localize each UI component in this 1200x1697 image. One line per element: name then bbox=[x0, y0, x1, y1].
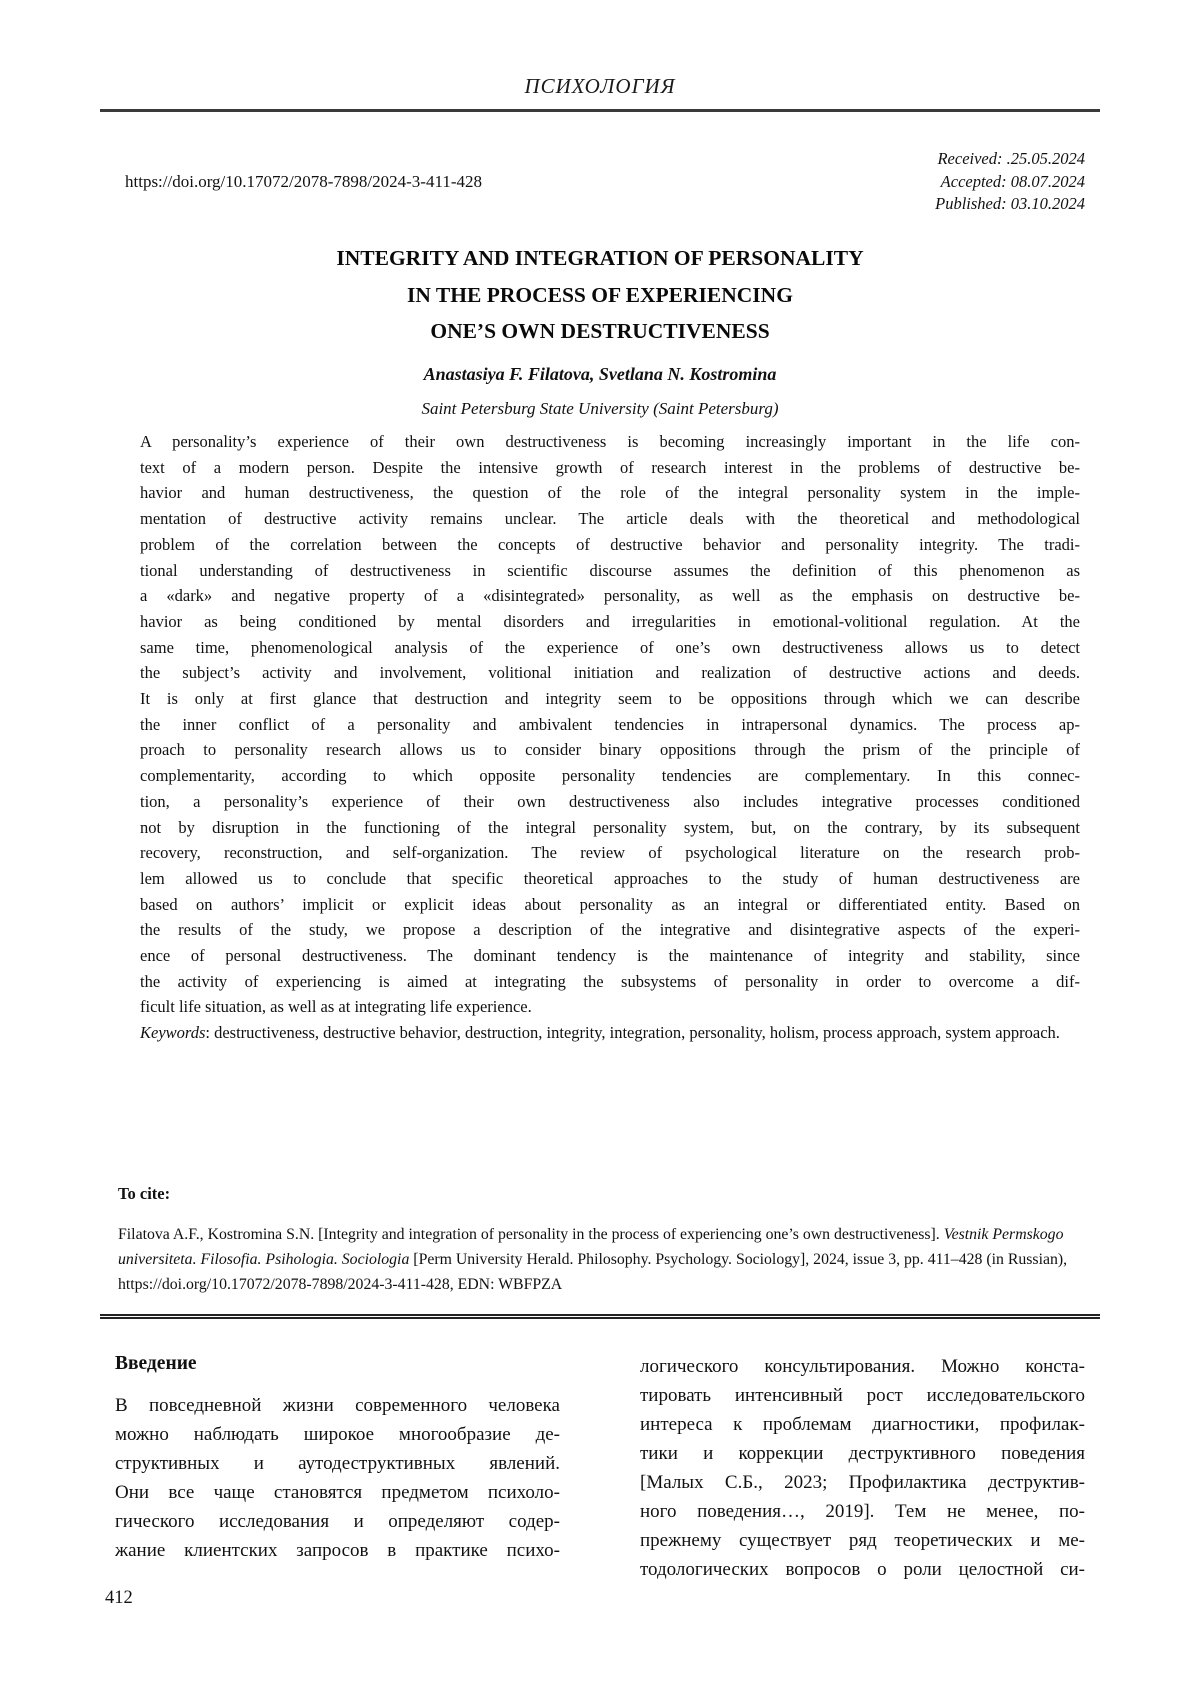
body-columns bbox=[115, 1352, 1085, 1584]
authors: Anastasiya F. Filatova, Svetlana N. Kostromina bbox=[423, 364, 777, 384]
published-date: Published: 03.10.2024 bbox=[935, 194, 1085, 213]
doi-link[interactable]: https://doi.org/10.17072/2078-7898/2024-3-411-428 bbox=[125, 172, 482, 191]
text-line: жание клиентских запросов в практике психо- bbox=[115, 1540, 560, 1561]
right-column bbox=[640, 1352, 1085, 1584]
citation-part-1: Filatova A.F., Kostromina S.N. [Integrity and integration of personality in the process of experiencing one’s own destructiveness]. bbox=[118, 1226, 944, 1243]
text-line: ного поведения…, 2019]. Тем не менее, по- bbox=[640, 1501, 1085, 1522]
right-column-text bbox=[640, 1352, 1085, 1584]
keywords-label: Keywords bbox=[140, 1023, 206, 1043]
citation-text bbox=[118, 1222, 1096, 1297]
article-title-line-3: ONE’S OWN DESTRUCTIVENESS bbox=[430, 319, 770, 343]
text-line: problem of the correlation between the concepts of destructive behavior and personality integrity. The tradi- bbox=[140, 534, 1080, 554]
article-title bbox=[0, 240, 1200, 350]
journal-section-title: ПСИХОЛОГИЯ bbox=[524, 74, 676, 98]
citation-journal-name: Vestnik Permskogo universiteta. Filosofia. Psihologia. Sociologia bbox=[118, 1226, 1064, 1268]
text-line: tional understanding of destructiveness in scientific discourse assumes the definition of this phenomenon as bbox=[140, 560, 1080, 580]
text-line: A personality’s experience of their own destructiveness is becoming increasingly important in the life con- bbox=[140, 432, 1080, 451]
page-number: 412 bbox=[105, 1588, 133, 1608]
text-line: [Малых С.Б., 2023; Профилактика деструктив- bbox=[640, 1472, 1085, 1493]
article-title-line-1: INTEGRITY AND INTEGRATION OF PERSONALITY bbox=[336, 246, 864, 270]
text-line: havior and human destructiveness, the question of the role of the integral personality system in the imple- bbox=[140, 483, 1080, 503]
text-line: not by disruption in the functioning of the integral personality system, but, on the contrary, by its subsequent bbox=[140, 817, 1080, 837]
keywords-text: : destructiveness, destructive behavior, destruction, integrity, integration, personality, holism, process approach, system approach. bbox=[205, 1023, 1060, 1043]
text-line: ficult life situation, as well as at integrating life experience. bbox=[140, 997, 532, 1017]
text-line: mentation of destructive activity remains unclear. The article deals with the theoretical and methodological bbox=[140, 509, 1080, 529]
to-cite-label: To cite: bbox=[118, 1184, 171, 1203]
affiliation: Saint Petersburg State University (Saint Petersburg) bbox=[421, 399, 779, 418]
text-line: lem allowed us to conclude that specific theoretical approaches to the study of human destructiveness are bbox=[140, 868, 1080, 888]
text-line: тодологических вопросов о роли целостной си- bbox=[640, 1559, 1085, 1580]
text-line: the inner conflict of a personality and ambivalent tendencies in intrapersonal dynamics. The process ap- bbox=[140, 714, 1080, 734]
left-column-text bbox=[115, 1391, 560, 1565]
text-line: можно наблюдать широкое многообразие де- bbox=[115, 1424, 560, 1445]
left-column bbox=[115, 1352, 560, 1584]
text-line: proach to personality research allows us to consider binary oppositions through the prism of the principle of bbox=[140, 740, 1080, 760]
text-line: same time, phenomenological analysis of the experience of one’s own destructiveness allows us to detect bbox=[140, 637, 1080, 657]
text-line: гического исследования и определяют содер- bbox=[115, 1511, 560, 1532]
text-line: complementarity, according to which opposite personality tendencies are complementary. In this connec- bbox=[140, 766, 1080, 786]
text-line: a «dark» and negative property of a «disintegrated» personality, as well as the emphasis on destructive be- bbox=[140, 586, 1080, 606]
article-dates-block bbox=[685, 148, 1085, 216]
text-line: интереса к проблемам диагностики, профилак- bbox=[640, 1414, 1085, 1435]
text-line: тики и коррекции деструктивного поведения bbox=[640, 1443, 1085, 1464]
header-rule bbox=[100, 109, 1100, 112]
text-line: recovery, reconstruction, and self-organization. The review of psychological literature on the research prob- bbox=[140, 843, 1080, 863]
text-line: В повседневной жизни современного человека bbox=[115, 1395, 560, 1416]
text-line: text of a modern person. Despite the intensive growth of research interest in the problems of destructive be- bbox=[140, 457, 1080, 477]
citation-part-2: [Perm University Herald. Philosophy. Psychology. Sociology], 2024, issue 3, pp. 411–428 (in Russian), https://doi.org/10.17072/2078-7898/2024-3-411-428, EDN: WBFPZA bbox=[118, 1251, 1068, 1293]
text-line: прежнему существует ряд теоретических и ме- bbox=[640, 1530, 1085, 1551]
text-line: the subject’s activity and involvement, volitional initiation and realization of destructive actions and deeds. bbox=[140, 663, 1080, 683]
text-line: based on authors’ implicit or explicit ideas about personality as an integral or differentiated entity. Based on bbox=[140, 894, 1080, 914]
text-line: структивных и аутодеструктивных явлений. bbox=[115, 1453, 560, 1474]
text-line: tion, a personality’s experience of their own destructiveness also includes integrative processes conditioned bbox=[140, 791, 1080, 811]
received-date: Received: .25.05.2024 bbox=[937, 149, 1085, 168]
text-line: the activity of experiencing is aimed at integrating the subsystems of personality in order to overcome a dif- bbox=[140, 971, 1080, 991]
introduction-heading: Введение bbox=[115, 1353, 197, 1374]
text-line: the results of the study, we propose a description of the integrative and disintegrative aspects of the experi- bbox=[140, 920, 1080, 940]
abstract-text bbox=[140, 429, 1080, 1020]
text-line: havior as being conditioned by mental disorders and irregularities in emotional-volitional regulation. At the bbox=[140, 611, 1080, 631]
accepted-date: Accepted: 08.07.2024 bbox=[940, 171, 1085, 191]
text-line: тировать интенсивный рост исследовательского bbox=[640, 1385, 1085, 1406]
abstract bbox=[140, 429, 1080, 1046]
article-title-line-2: IN THE PROCESS OF EXPERIENCING bbox=[407, 282, 793, 307]
section-divider-rule bbox=[100, 1314, 1100, 1319]
text-line: It is only at first glance that destruction and integrity seem to be oppositions through which we can describe bbox=[140, 689, 1080, 709]
keywords bbox=[140, 1020, 1080, 1046]
text-line: Они все чаще становятся предметом психоло- bbox=[115, 1482, 560, 1503]
text-line: ence of personal destructiveness. The dominant tendency is the maintenance of integrity and stability, since bbox=[140, 946, 1080, 966]
text-line: логического консультирования. Можно конста- bbox=[640, 1356, 1085, 1377]
